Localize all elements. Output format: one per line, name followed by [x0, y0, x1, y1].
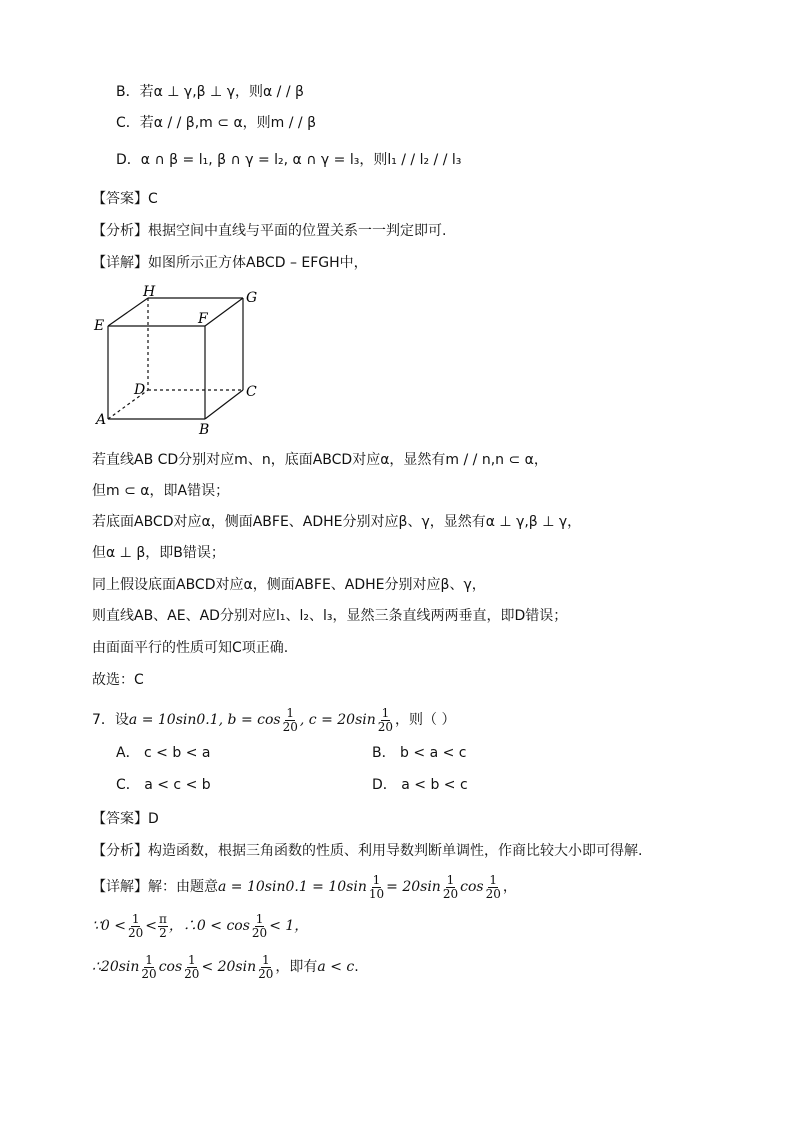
frac-num: 1: [187, 952, 196, 967]
frac-num: 1: [286, 705, 295, 720]
detail-tag: 【详解】: [92, 255, 148, 271]
answer-value: C: [148, 191, 158, 207]
detail-math: a = 10sin0.1 = 10sin: [218, 879, 367, 895]
frac-den: 10: [368, 886, 385, 901]
fraction: [251, 913, 268, 940]
detail-math: <: [145, 918, 158, 934]
detail-math: cos: [158, 959, 183, 975]
q6-analysis: [92, 221, 446, 241]
fraction: [127, 913, 144, 940]
q6-line-1: 若直线AB CD分别对应m、n，底面ABCD对应α，显然有m / / n,n ⊂ α，: [92, 452, 548, 468]
frac-den: 20: [128, 925, 144, 940]
label-d: D: [134, 382, 146, 398]
detail-text: ，即有: [275, 959, 318, 975]
frac-den: 20: [485, 886, 501, 901]
label-b: B: [199, 422, 210, 438]
q7-detail-3: [92, 952, 359, 982]
fraction: [377, 707, 394, 734]
fraction: [257, 954, 274, 981]
q7-stem: [92, 705, 456, 735]
analysis-tag: 【分析】: [92, 223, 148, 239]
answer-value: D: [148, 811, 159, 827]
frac-den: 20: [282, 719, 298, 734]
option-c: C．若α / / β,m ⊂ α，则m / / β: [116, 115, 317, 131]
answer-tag: 【答案】: [92, 811, 148, 827]
frac-den: 2: [159, 925, 167, 940]
detail-math: = 20sin: [386, 879, 441, 895]
detail-text: 解：由题意: [148, 879, 218, 895]
fraction: [368, 874, 385, 901]
fraction: [485, 874, 502, 901]
detail-tag: 【详解】: [92, 879, 148, 895]
q7-stem-end: ，则（ ）: [395, 712, 456, 728]
q6-line-4: 但α ⊥ β，即B错误；: [92, 545, 225, 561]
detail-math: cos: [460, 879, 484, 895]
fraction: [282, 707, 299, 734]
label-a: A: [96, 412, 107, 428]
frac-num: π: [159, 911, 167, 926]
detail-text: ，: [502, 879, 517, 895]
frac-den: 20: [184, 966, 200, 981]
cube-diagram: [88, 282, 278, 440]
label-e: E: [94, 318, 105, 334]
q7-option-d: D． a < b < c: [372, 777, 468, 793]
frac-num: 1: [131, 911, 140, 926]
q6-line-7: 由面面平行的性质可知C项正确.: [92, 640, 289, 656]
fraction: [140, 954, 157, 981]
answer-tag: 【答案】: [92, 191, 148, 207]
detail-math: a < c: [317, 959, 355, 975]
q6-answer: [92, 189, 158, 209]
fraction: [183, 954, 200, 981]
frac-num: 1: [145, 952, 153, 967]
analysis-text: 根据空间中直线与平面的位置关系一一判定即可.: [148, 223, 447, 239]
q7-analysis: [92, 841, 642, 861]
fraction: [158, 913, 168, 940]
frac-den: 20: [141, 966, 157, 981]
analysis-text: 构造函数，根据三角函数的性质、利用导数判断单调性，作商比较大小即可得解.: [148, 843, 643, 859]
frac-num: 1: [446, 872, 455, 887]
detail-math: ∴20sin: [92, 959, 140, 975]
q7-option-b: B． b < a < c: [372, 745, 467, 761]
q6-line-3: 若底面ABCD对应α，侧面ABFE、ADHE分别对应β、γ，显然有α ⊥ γ,β ⊥ γ，: [92, 514, 582, 530]
frac-num: 1: [255, 911, 264, 926]
q7-option-c: C． a < c < b: [116, 777, 211, 793]
label-g: G: [246, 290, 258, 306]
option-b: B．若α ⊥ γ,β ⊥ γ，则α / / β: [116, 84, 304, 100]
frac-den: 20: [377, 719, 394, 734]
frac-den: 20: [251, 925, 268, 940]
q6-line-5: 同上假设底面ABCD对应α，侧面ABFE、ADHE分别对应β、γ，: [92, 577, 486, 593]
q7-answer: [92, 809, 159, 829]
q7-number: 7．设: [92, 712, 129, 728]
detail-math: < 1，: [269, 918, 309, 934]
option-d: D．α ∩ β = l₁, β ∩ γ = l₂, α ∩ γ = l₃，则l₁ / / l₂ / / l₃: [116, 152, 462, 168]
frac-num: 1: [489, 872, 498, 887]
q7-detail-2: [92, 911, 308, 941]
frac-num: 1: [372, 872, 381, 887]
q7-math-a: a = 10sin0.1, b = cos: [128, 712, 281, 728]
frac-num: 1: [381, 705, 390, 720]
q7-math-c: , c = 20sin: [299, 712, 376, 728]
q6-line-2: 但m ⊂ α，即A错误；: [92, 483, 230, 499]
detail-math: < 20sin: [201, 959, 257, 975]
label-h: H: [143, 284, 156, 300]
label-f: F: [198, 311, 208, 327]
analysis-tag: 【分析】: [92, 843, 148, 859]
q6-line-6: 则直线AB、AE、AD分别对应l₁、l₂、l₃，显然三条直线两两垂直，即D错误；: [92, 608, 568, 624]
q7-option-a: A． c < b < a: [116, 745, 211, 761]
label-c: C: [246, 384, 257, 400]
detail-math: ∵0 <: [92, 918, 126, 934]
frac-den: 20: [258, 966, 274, 981]
frac-num: 1: [261, 952, 270, 967]
frac-den: 20: [442, 886, 459, 901]
detail-intro: 如图所示正方体ABCD – EFGH中，: [148, 255, 368, 271]
detail-text: .: [354, 959, 359, 975]
q7-detail-1: [92, 872, 517, 902]
q6-line-8: 故选：C: [92, 672, 144, 688]
q6-detail: [92, 253, 368, 273]
fraction: [442, 874, 459, 901]
detail-math: ，∴0 < cos: [168, 918, 250, 934]
